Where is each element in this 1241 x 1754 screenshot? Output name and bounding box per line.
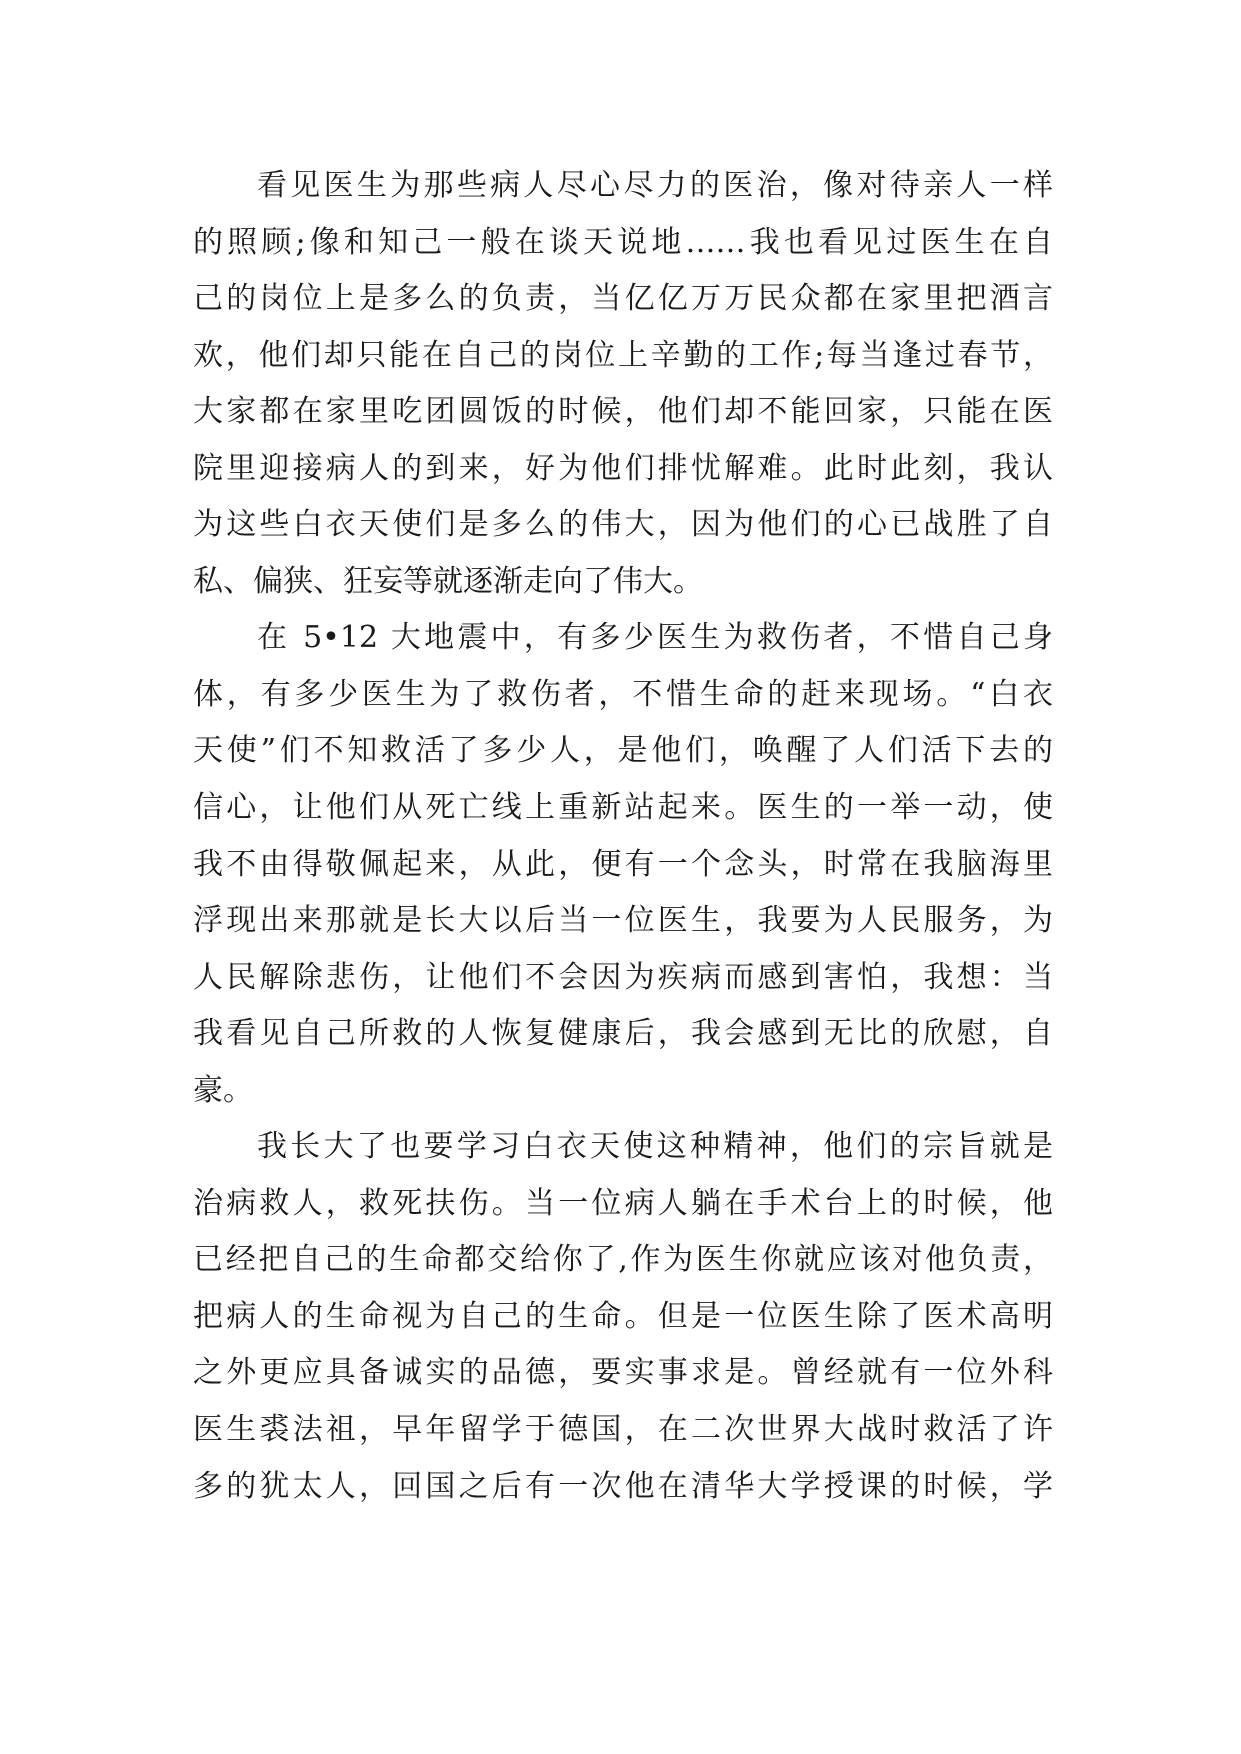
paragraph-line: 已经把自己的生命都交给你了,作为医生你就应该对他负责， <box>193 1242 1053 1278</box>
paragraph-line: 治病救人，救死扶伤。当一位病人躺在手术台上的时候，他 <box>193 1185 1053 1221</box>
paragraph-line: 天使”们不知救活了多少人，是他们，唤醒了人们活下去的 <box>193 733 1053 769</box>
paragraph-line: 我长大了也要学习白衣天使这种精神，他们的宗旨就是 <box>257 1129 1053 1165</box>
paragraph-2 <box>193 610 1053 1119</box>
paragraph-line: 体，有多少医生为了救伤者，不惜生命的赶来现场。“白衣 <box>193 676 1053 712</box>
paragraph-line: 医生裘法祖，早年留学于德国，在二次世界大战时救活了许 <box>193 1412 1053 1448</box>
paragraph-1 <box>193 158 1053 610</box>
paragraph-line: 我不由得敬佩起来，从此，便有一个念头，时常在我脑海里 <box>193 846 1053 882</box>
paragraph-line: 人民解除悲伤，让他们不会因为疾病而感到害怕，我想：当 <box>193 959 1053 995</box>
paragraph-line: 看见医生为那些病人尽心尽力的医治，像对待亲人一样 <box>257 168 1053 203</box>
paragraph-line: 在 5•12 大地震中，有多少医生为救伤者，不惜自己身 <box>257 620 1053 656</box>
paragraph-line: 己的岗位上是多么的负责，当亿亿万万民众都在家里把酒言 <box>193 281 1053 317</box>
paragraph-3 <box>193 1119 1053 1515</box>
paragraph-line: 我看见自己所救的人恢复健康后，我会感到无比的欣慰，自 <box>193 1016 1053 1052</box>
paragraph-line: 欢，他们却只能在自己的岗位上辛勤的工作;每当逢过春节， <box>193 337 1053 373</box>
paragraph-line: 私、偏狭、狂妄等就逐渐走向了伟大。 <box>193 563 703 599</box>
paragraph-line: 豪。 <box>193 1072 253 1108</box>
paragraph-line: 的照顾;像和知己一般在谈天说地……我也看见过医生在自 <box>193 224 1053 260</box>
paragraph-line: 院里迎接病人的到来，好为他们排忧解难。此时此刻，我认 <box>193 450 1053 486</box>
body-text <box>193 158 1053 1515</box>
paragraph-line: 之外更应具备诚实的品德，要实事求是。曾经就有一位外科 <box>193 1355 1053 1391</box>
paragraph-line: 多的犹太人，回国之后有一次他在清华大学授课的时候，学 <box>193 1468 1053 1504</box>
paragraph-line: 浮现出来那就是长大以后当一位医生，我要为人民服务，为 <box>193 903 1053 939</box>
paragraph-line: 信心，让他们从死亡线上重新站起来。医生的一举一动，使 <box>193 790 1053 826</box>
paragraph-line: 大家都在家里吃团圆饭的时候，他们却不能回家，只能在医 <box>193 394 1053 430</box>
paragraph-line: 为这些白衣天使们是多么的伟大，因为他们的心已战胜了自 <box>193 507 1053 543</box>
paragraph-line: 把病人的生命视为自己的生命。但是一位医生除了医术高明 <box>193 1298 1053 1334</box>
